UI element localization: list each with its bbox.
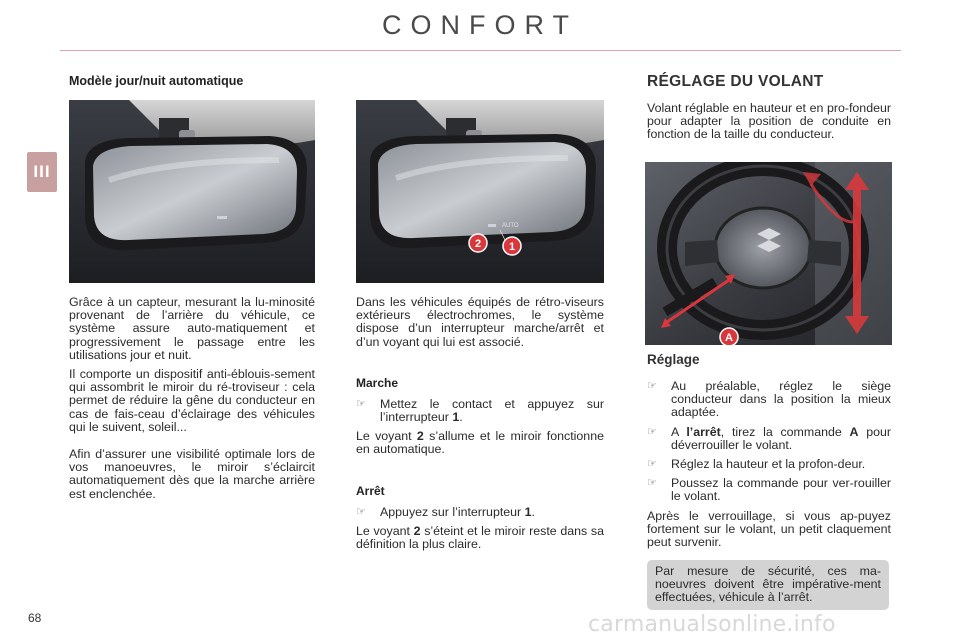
marche-bullet: ☞ Mettez le contact et appuyez sur l’interrupteur 1. (356, 396, 604, 425)
mirror-intro-paragraph-3: Afin d’assurer une visibilité optimale lors de vos manoeuvres, le miroir s’éclaircit automatiquement dès que la marche arrière est enclenchée. (69, 447, 315, 501)
reglage-steps (647, 380, 891, 549)
auto-switch-label: AUTO (502, 223, 519, 229)
marche-result: Le voyant 2 s’allume et le miroir fonctionne en automatique. (356, 429, 604, 457)
mirror-intro-column (69, 296, 315, 501)
mirror-illustration (69, 100, 315, 283)
watermark: carmanualsonline.info (588, 612, 836, 637)
header-divider (60, 50, 901, 51)
steering-section-heading: RÉGLAGE DU VOLANT (647, 73, 824, 90)
safety-note: Par mesure de sécurité, ces ma-noeuvres doivent être impérative-ment effectuées, véhicule à l’arrêt. (647, 560, 889, 610)
reglage-step-4: ☞ Poussez la commande pour ver-rouiller le volant. (647, 476, 891, 504)
mirror-switch-photo (356, 100, 604, 283)
pointing-hand-icon: ☞ (647, 380, 657, 392)
mirror-photo (69, 100, 315, 283)
pointing-hand-icon: ☞ (647, 477, 657, 490)
steering-photo (645, 162, 892, 345)
arret-heading: Arrêt (356, 483, 385, 498)
svg-text:1: 1 (508, 241, 516, 253)
pointing-hand-icon: ☞ (356, 505, 366, 518)
callout-1 (503, 237, 521, 255)
callout-a (720, 328, 738, 345)
page-title: CONFORT (382, 10, 578, 40)
mirror-section-heading: Modèle jour/nuit automatique (69, 74, 244, 88)
chapter-tab[interactable]: III (27, 152, 57, 192)
equipped-paragraph: Dans les véhicules équipés de rétro-viseurs extérieurs électrochromes, le système dispose d’un interrupteur marche/arrêt et d’un voyant qui lui est associé. (356, 295, 604, 349)
after-lock-paragraph: Après le verrouillage, si vous ap-puyez fortement sur le volant, un petit claquement peut survenir. (647, 508, 891, 550)
reglage-step-1: ☞ Au préalable, réglez le siège conducteur dans la position la mieux adaptée. (647, 379, 891, 420)
reglage-heading: Réglage (647, 352, 700, 367)
steering-wheel-illustration (645, 162, 892, 345)
pointing-hand-icon: ☞ (647, 425, 657, 438)
marche-heading: Marche (356, 375, 399, 390)
svg-text:A: A (725, 332, 733, 344)
steering-intro: Volant réglable en hauteur et en pro-fondeur pour adapter la position de conduite en fonction de la taille du conducteur. (647, 101, 891, 142)
mirror-switch-illustration (356, 100, 604, 283)
arret-result: Le voyant 2 s’éteint et le miroir reste dans sa définition la plus claire. (356, 523, 604, 552)
callout-2 (469, 234, 487, 252)
mirror-intro-paragraph-2: Il comporte un dispositif anti-éblouis-sement qui assombrit le miroir du ré-troviseur : cela permet de réduire la gêne du conducteur en cas de fais-ceau d’éclairage des véhicules qui le suivent, soleil... (69, 367, 315, 434)
page-number: 68 (28, 611, 42, 625)
mirror-switch-column (356, 296, 604, 551)
svg-text:2: 2 (474, 238, 482, 250)
mirror-intro-paragraph-1: Grâce à un capteur, mesurant la lu-minosité provenant de l’arrière du véhicule, ce système assure auto-matiquement et progressivement le passage entre les utilisations jour et nuit. (69, 295, 315, 362)
arret-bullet: ☞ Appuyez sur l’interrupteur 1. (356, 504, 535, 519)
pointing-hand-icon: ☞ (356, 397, 366, 410)
reglage-step-3: ☞ Réglez la hauteur et la profon-deur. (647, 457, 866, 472)
pointing-hand-icon: ☞ (647, 458, 657, 471)
reglage-step-2: ☞ A l’arrêt, tirez la commande A pour déverrouiller le volant. (647, 424, 892, 452)
